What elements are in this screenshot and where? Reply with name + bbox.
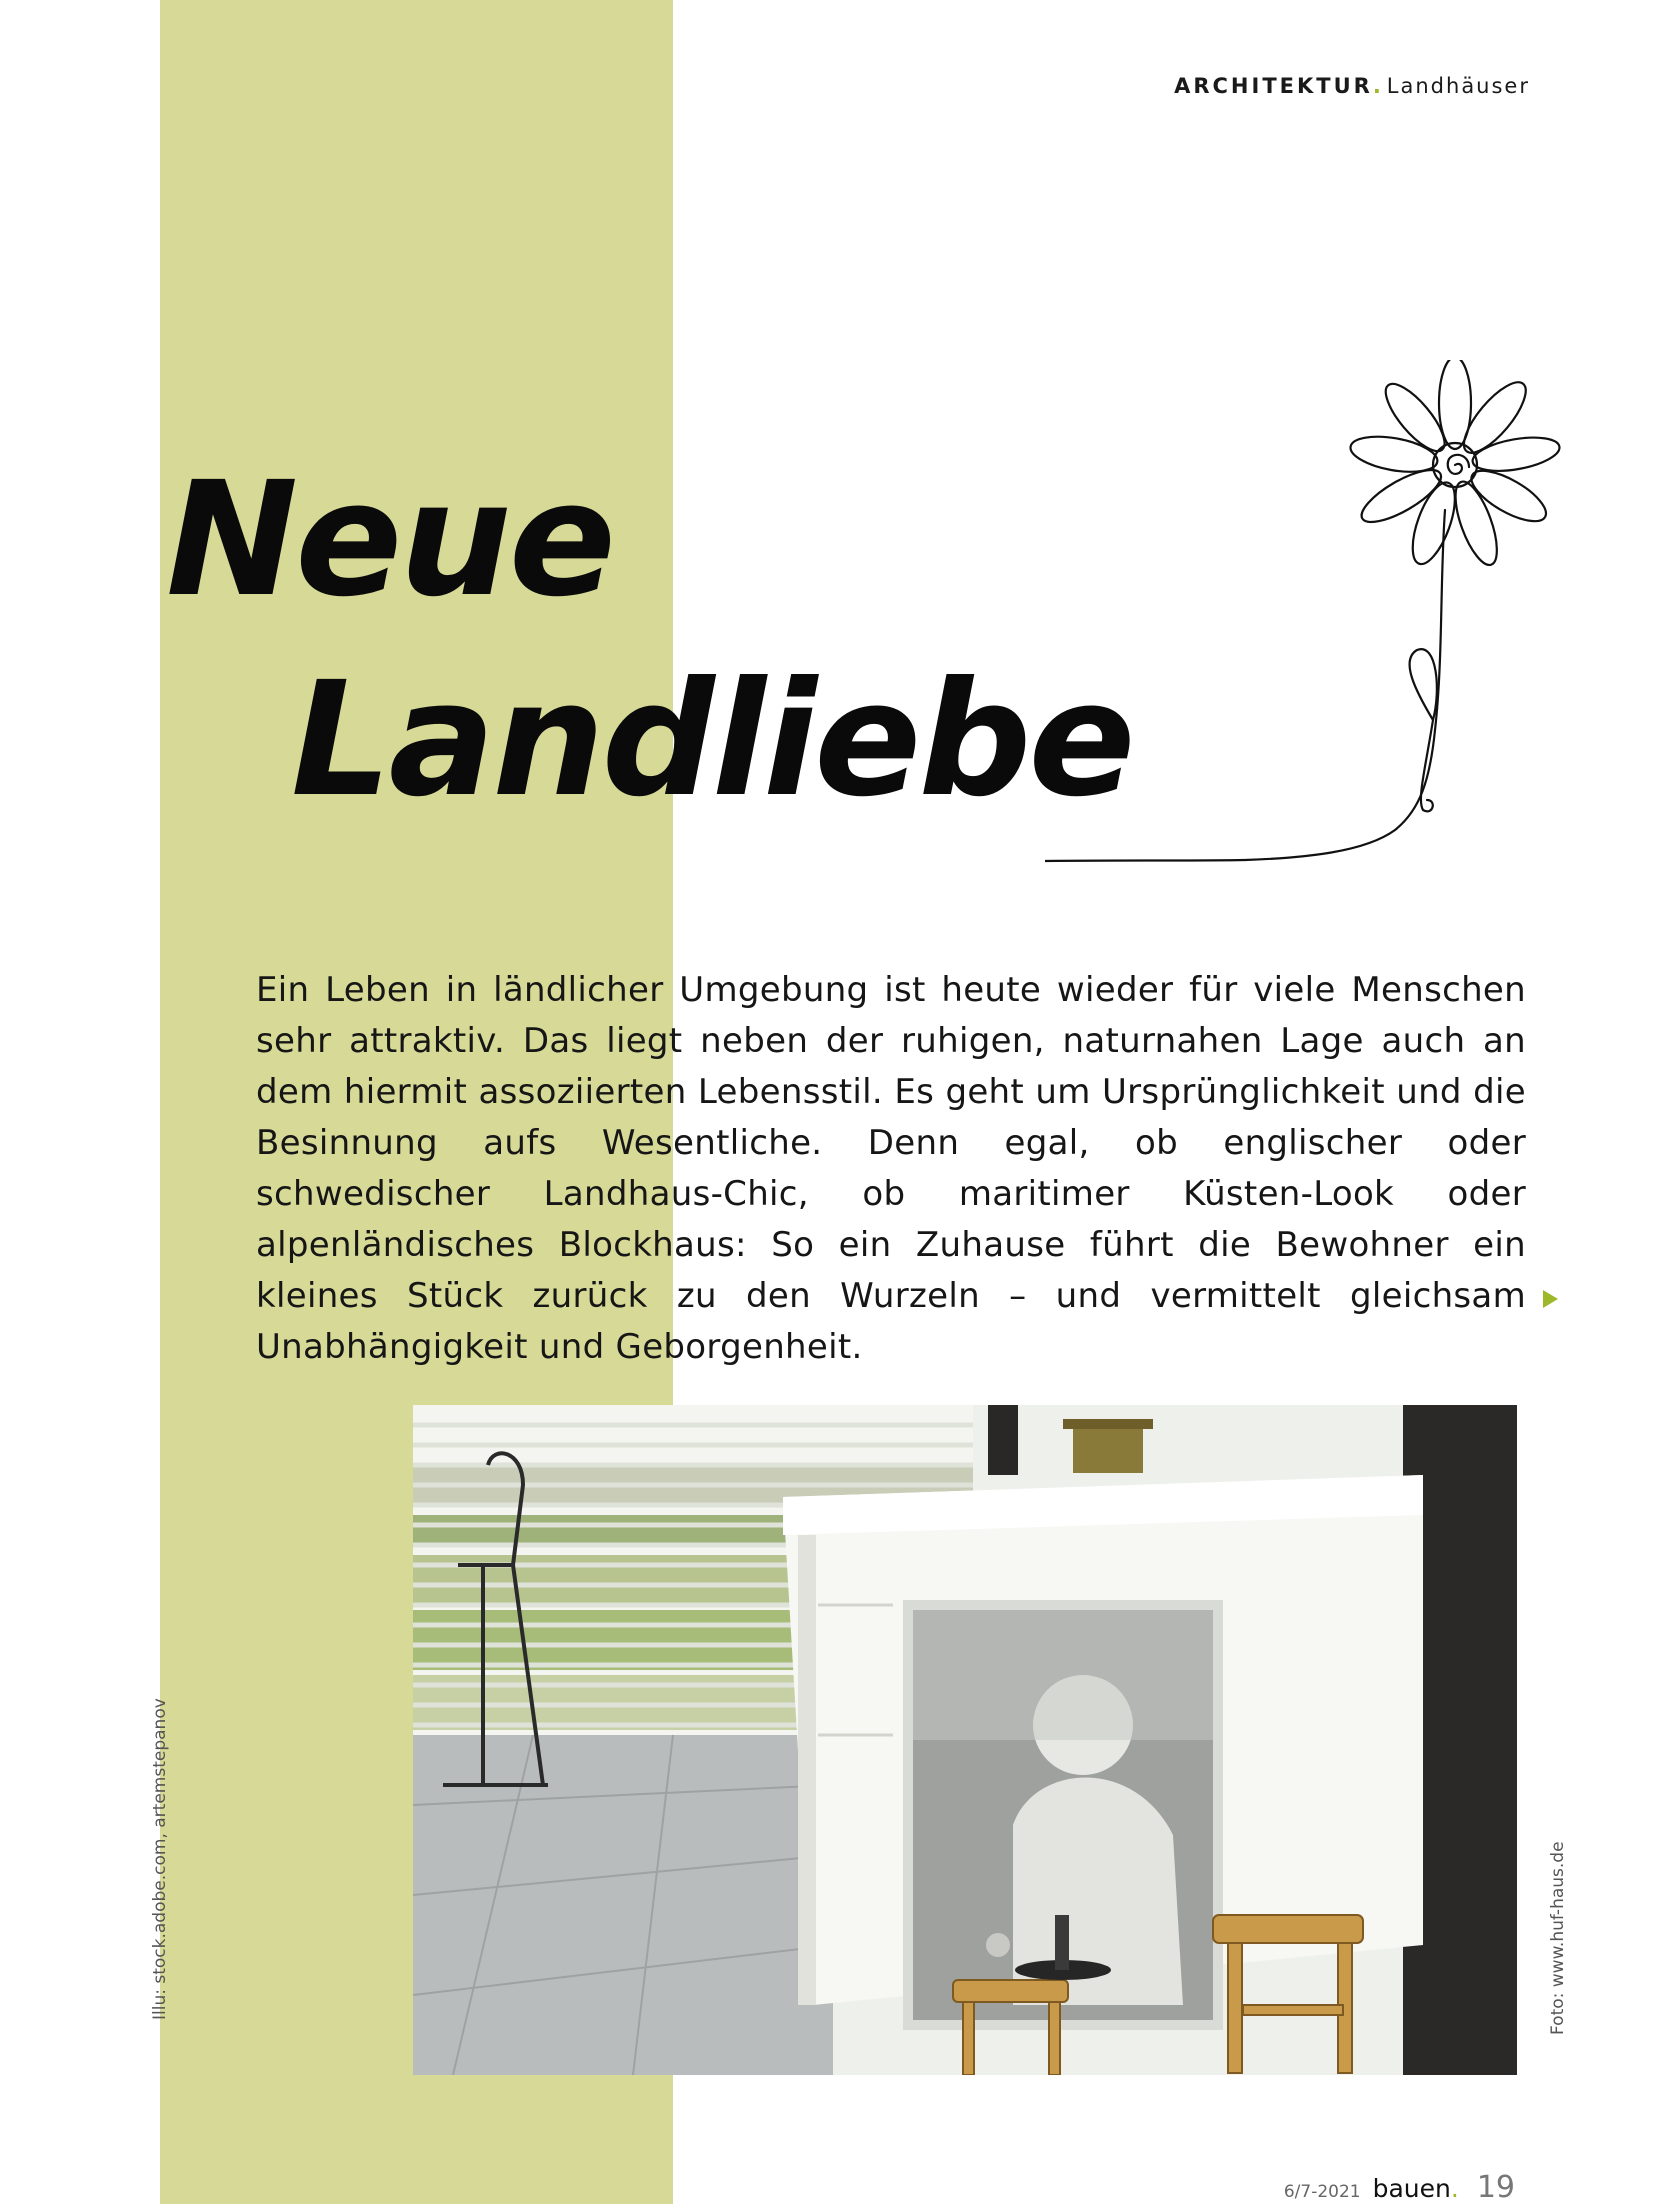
kitchen-interior-photo [413,1405,1517,2075]
title-line-2: Landliebe [291,648,1133,832]
flower-line-drawing-icon [1045,360,1585,890]
photo-credit: Foto: www.huf-haus.de [1548,1841,1568,2035]
title-line-1: Neue [166,448,614,632]
brand-dot: . [1450,2174,1459,2203]
section-header [1174,74,1530,98]
issue-number: 6/7-2021 [1283,2182,1361,2202]
illustration-credit: Illu: stock.adobe.com, artemstepanov [150,1698,170,2020]
subsection-label: Landhäuser [1386,74,1530,98]
triangle-right-icon [1543,1290,1558,1308]
page-title [166,440,1133,840]
page-footer [1284,2170,1515,2210]
intro-paragraph: Ein Leben in ländlicher Umgebung ist heute wieder für viele Menschen sehr attraktiv. Das liegt neben der ruhigen, naturnahen Lage auch an dem hiermit assoziierten Lebensstil. Es geht um Ursprünglichkeit und die Besinnung aufs Wesentliche. Denn egal, ob englischer oder schwedischer Landhaus-Chic, ob maritimer Küsten-Look oder alpenländisches Blockhaus: So ein Zuhause führt die Bewohner ein kleines Stück zurück zu den Wurzeln – und vermittelt gleichsam Unabhängigkeit und Geborgenheit. [256,970,1526,1367]
page-number: 19 [1476,2170,1515,2205]
magazine-brand [1373,2174,1459,2203]
brand-name: bauen [1372,2174,1451,2203]
section-separator: . [1372,74,1381,98]
section-label: ARCHITEKTUR [1174,74,1373,98]
